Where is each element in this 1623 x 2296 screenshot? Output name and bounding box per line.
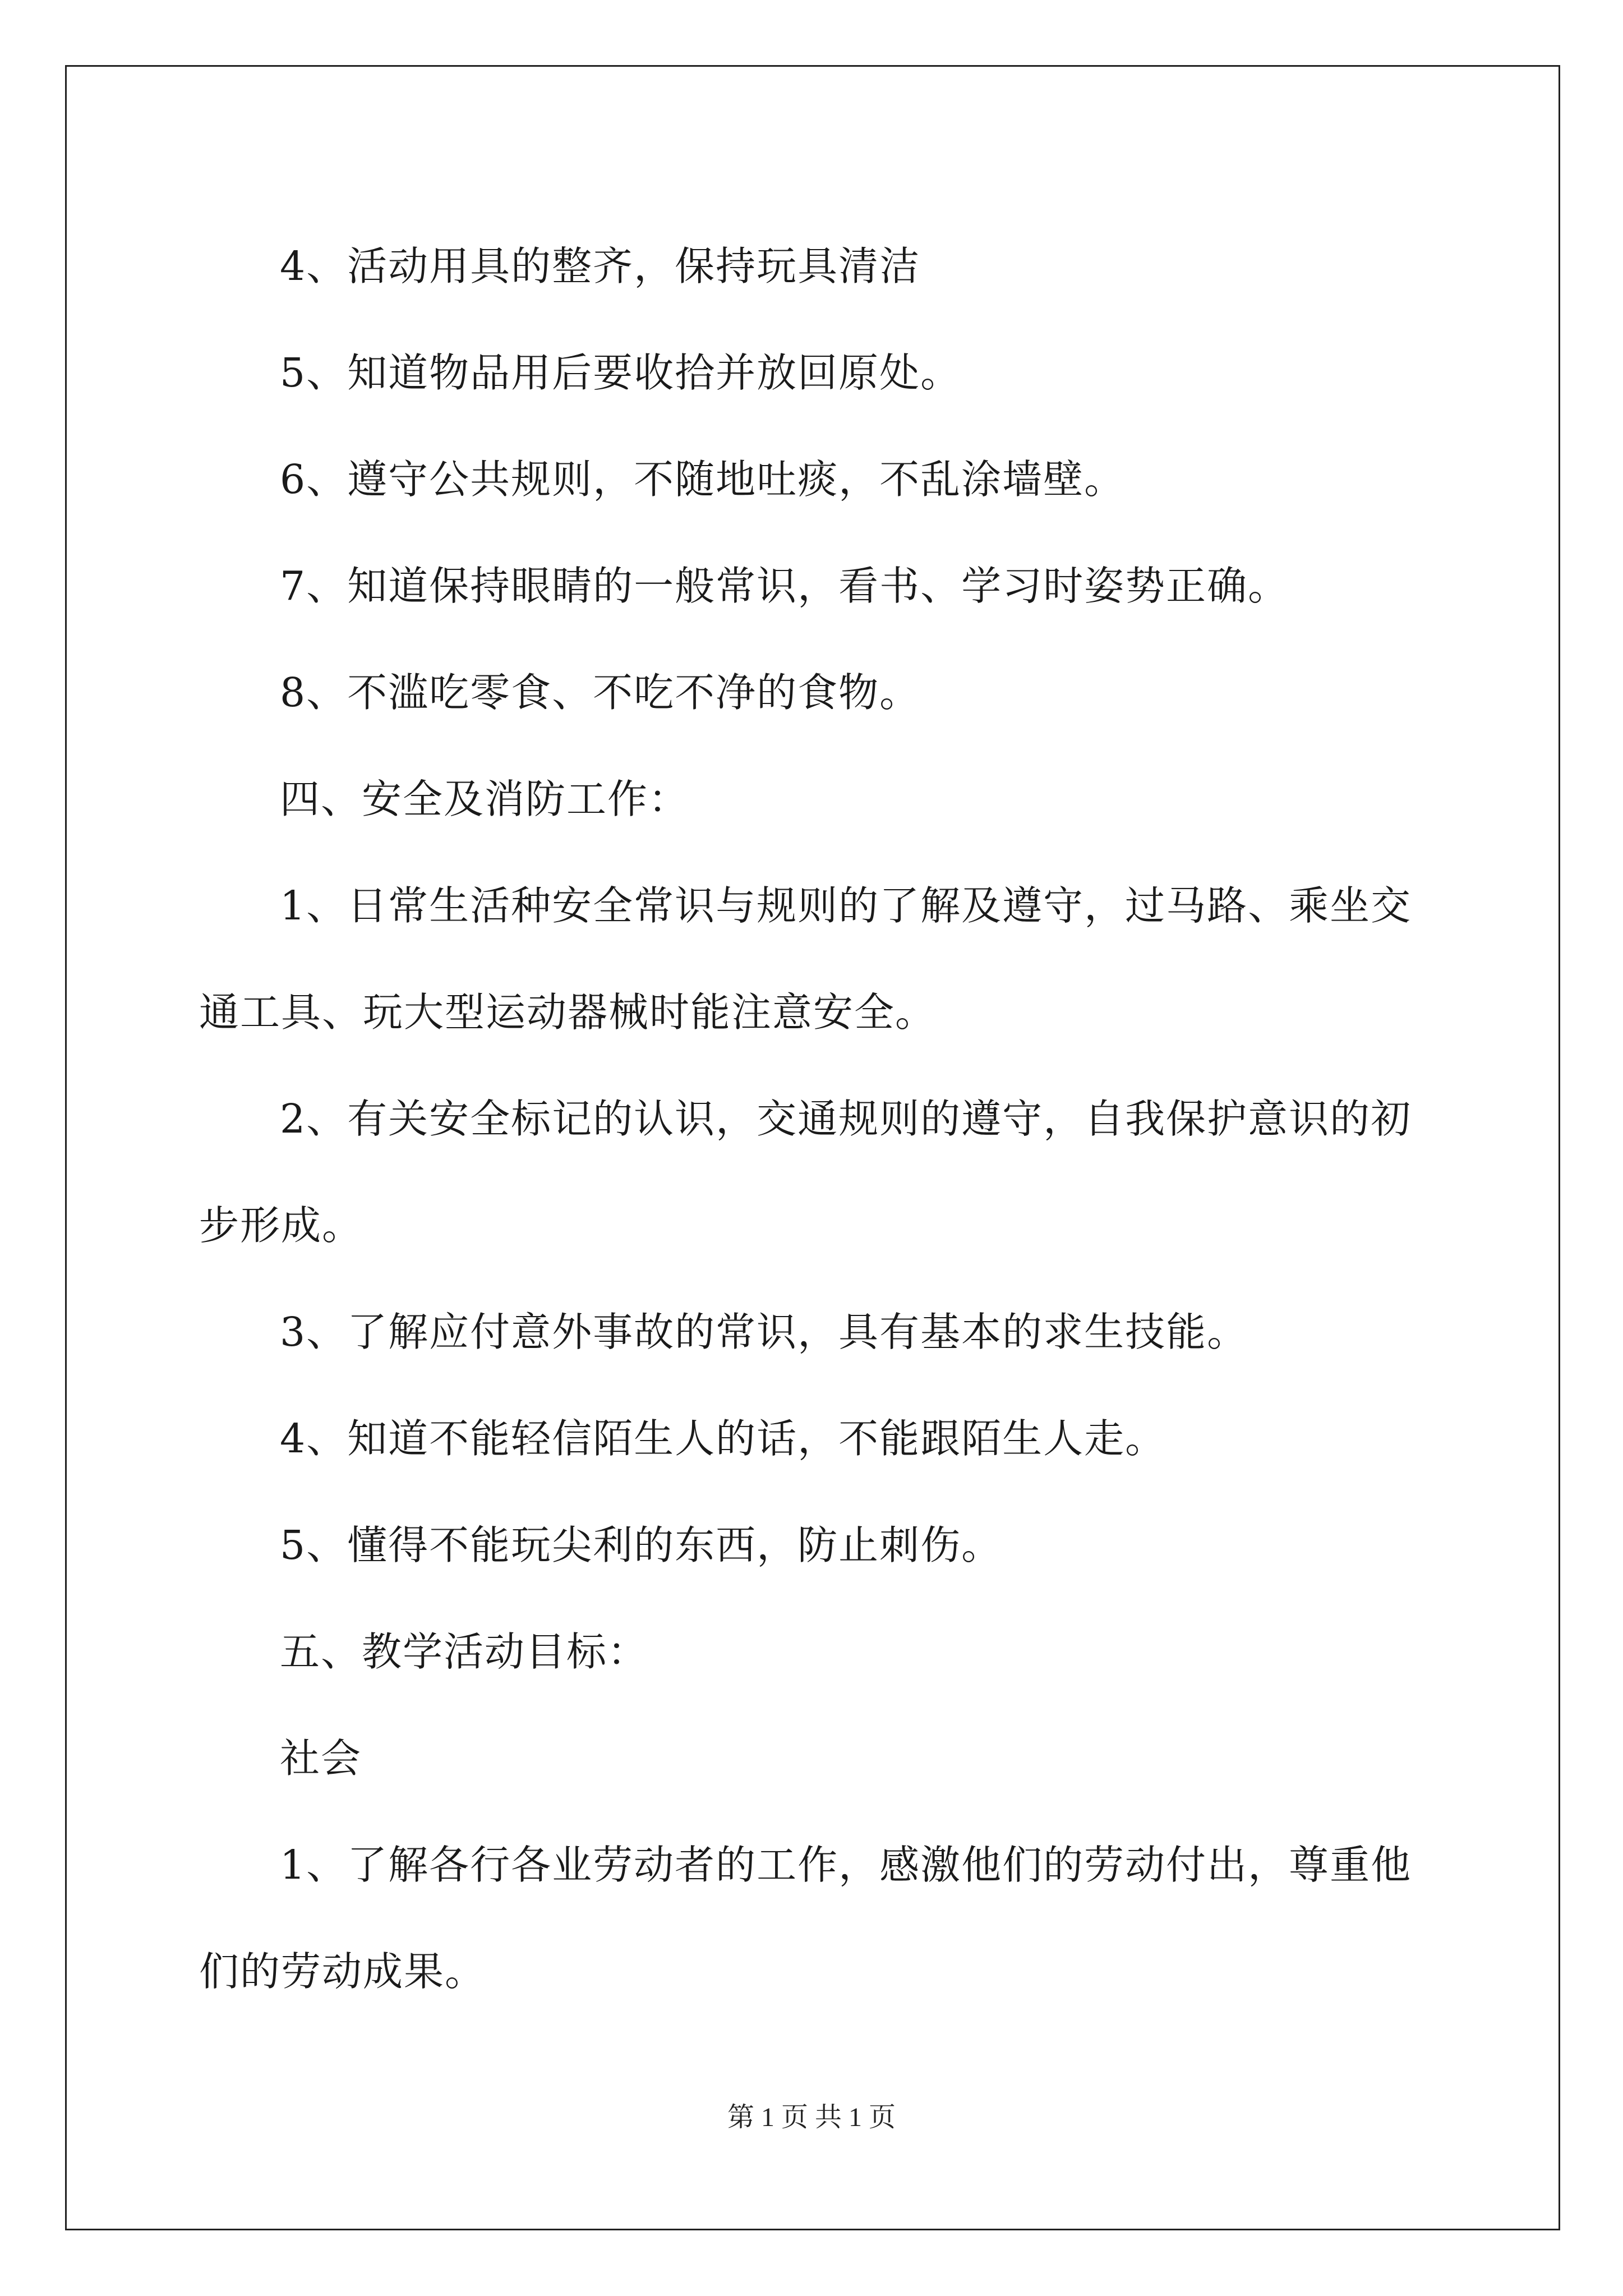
paragraph-society-1: 1、了解各行各业劳动者的工作，感激他们的劳动付出，尊重他们的劳动成果。 <box>199 1842 1412 1995</box>
paragraph-item-5-put-back: 5、知道物品用后要收拾并放回原处。 <box>280 349 962 396</box>
paragraph-safety-2: 2、有关安全标记的认识，交通规则的遵守，自我保护意识的初步形成。 <box>199 1096 1412 1249</box>
paragraph-item-6-public-rules: 6、遵守公共规则，不随地吐痰，不乱涂墙壁。 <box>280 456 1126 503</box>
document-body <box>199 213 1433 2025</box>
section-heading-safety: 四、安全及消防工作： <box>280 776 690 822</box>
subheading-society: 社会 <box>280 1735 362 1782</box>
paragraph-safety-5: 5、懂得不能玩尖利的东西，防止刺伤。 <box>280 1522 1003 1568</box>
paragraph-safety-1: 1、日常生活种安全常识与规则的了解及遵守，过马路、乘坐交通工具、玩大型运动器械时能注意安全。 <box>199 882 1412 1036</box>
section-heading-teaching-goals: 五、教学活动目标： <box>280 1628 649 1675</box>
paragraph-item-4-tidy-toys: 4、活动用具的整齐，保持玩具清洁 <box>280 243 921 289</box>
page-number-footer: 第 1 页 共 1 页 <box>727 2102 896 2132</box>
paragraph-safety-3: 3、了解应付意外事故的常识，具有基本的求生技能。 <box>280 1309 1248 1355</box>
paragraph-item-8-snacks: 8、不滥吃零食、不吃不净的食物。 <box>280 669 921 716</box>
paragraph-item-7-eye-care: 7、知道保持眼睛的一般常识，看书、学习时姿势正确。 <box>280 563 1289 609</box>
paragraph-safety-4: 4、知道不能轻信陌生人的话，不能跟陌生人走。 <box>280 1415 1166 1462</box>
